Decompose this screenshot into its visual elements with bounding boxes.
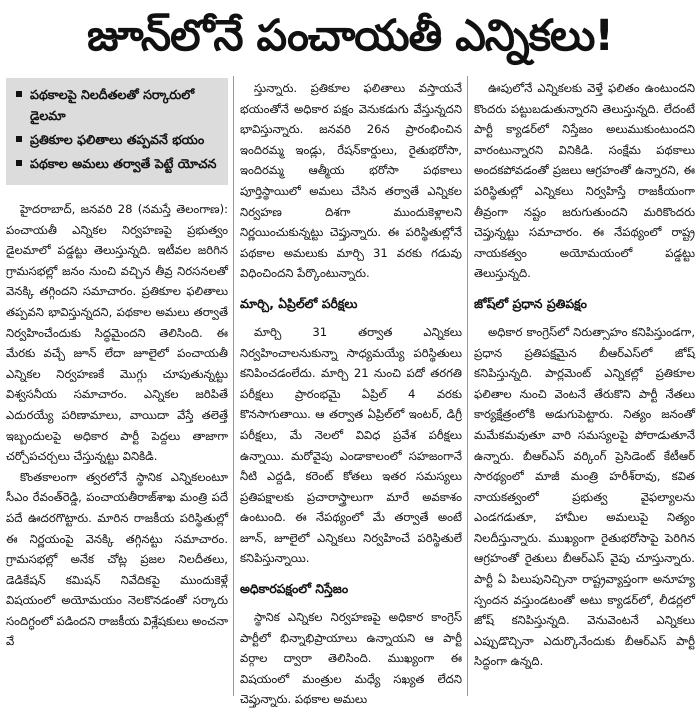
- highlight-item: [16, 153, 220, 174]
- column-divider-2: [467, 76, 468, 696]
- section-subheading: అధికారపక్షంలో నిస్తేజం: [240, 581, 349, 597]
- article-column-1: [6, 78, 228, 696]
- body-paragraph: స్థానిక ఎన్నికల నిర్వహణపై అధికార కాంగ్రెస్‌ పార్టీలో భిన్నాభిప్రాయాలు ఉన్నాయని ఆ పార్టీ వర్గాల ద్వారా తెలిసింది. ముఖ్యంగా ఈ విషయంలో మంత్రుల మధ్యే సఖ్యత లేదని చెప్తున్నారు. పథకాల అమలు: [240, 610, 462, 707]
- highlights-box: [6, 78, 228, 185]
- article-column-2: [240, 78, 462, 707]
- body-paragraph: ఊపులోనే ఎన్నికలకు వెళ్తే ఫలితం ఉంటుందని కొందరు పట్టుబడుతున్నారని తెలుస్తున్నది. లేదంటే పార్టీ క్యాడర్‌లో నిస్తేజం అలుముకుంటుందని వారంటున్నారని వినికిడి. సంక్షేమ పథకాలు అందకపోవడంతో ప్రజలు ఆగ్రహంతో ఉన్నారని, ఈ పరిస్థితుల్లో ఎన్నికలు నిర్వహిస్తే రాజకీయంగా తీవ్రంగా నష్టం జరుగుతుందని మరికొందరు చెప్తున్నట్టు సమాచారం. ఈ నేపథ్యంలో రాష్ట్ర నాయకత్వం అయోమయంలో పడ్డట్టు తెలుస్తున్నది.: [474, 81, 695, 281]
- highlight-text: ప్రతికూల ఫలితాలు తప్పవనే భయం: [30, 132, 205, 147]
- body-paragraph: కొంతకాలంగా త్వరలోనే స్థానిక ఎన్నికలంటూ సీఎం రేవంత్‌రెడ్డి, పంచాయతీరాజ్‌శాఖ మంత్రి పదే పదే ఊదరగొట్టారు. మారిన రాజకీయ పరిస్థితుల్లో ఈ నిర్ణయంపై వెనక్కి తగ్గినట్టు సమాచారం. గ్రామసభల్లో అనేక చోట్ల ప్రజల నిలదీతలు, డెడికేషన్‌ కమిషన్‌ నివేదికపై ముందుకెళ్లే విషయంలో అయోమయం నెలకొనడంతో సర్కారు సందిగ్ధంలో పడిందని రాజకీయ విశ్లేషకులు అంచనా వే: [6, 469, 228, 649]
- body-paragraph: అధికార కాంగ్రెస్‌లో నిరుత్సాహం కనిపిస్తుండగా, ప్రధాన ప్రతిపక్షమైన బీఆర్‌ఎస్‌లో జోష్‌ కనిపిస్తున్నది. పార్లమెంట్‌ ఎన్నికల్లో ప్రతికూల ఫలితాల నుంచి వెంటనే తేరుకొని పార్టీ నేతలు కార్యక్షేత్రంలోకి అడుగుపెట్టారు. నిత్యం జనంతో మమేకమవుతూ వారి సమస్యలపై పోరాడుతూనే ఉన్నారు. బీఆర్‌ఎస్‌ వర్కింగ్‌ ప్రెసిడెంట్‌ కేటీఆర్‌ సారథ్యంలో మాజీ మంత్రి హరీశ్‌రావు, కవిత నాయకత్వంలో ప్రభుత్వ వైఫల్యాలను ఎండగడుతూ, హామీల అమలుపై నిత్యం నిలదీస్తున్నారు. ముఖ్యంగా రైతుభరోసాపై పెరిగిన ఆగ్రహంతో రైతులు బీఆర్‌ఎస్‌ వైపు చూస్తున్నారు. పార్టీ ఏ పిలుపునిచ్చినా రాష్ట్రవ్యాప్తంగా అనూహ్య స్పందన వస్తుండటంతో అటు క్యాడర్‌లో, లీడర్లలో జోష్‌ కనిపిస్తున్నది. వెనువెంటనే ఎన్నికలు ఎప్పుడొచ్చినా ఎదుర్కొనేందుకు బీఆర్‌ఎస్‌ పార్టీ సిద్ధంగా ఉన్నది.: [474, 324, 695, 669]
- body-paragraph: స్తున్నారు. ప్రతికూల ఫలితాలు వస్తాయనే భయంతోనే అధికార పక్షం వెనుకడుగు వేస్తున్నదని భావిస్తున్నారు. జనవరి 26న ప్రారంభించిన ఇందిరమ్మ ఇండ్లు, రేషన్‌కార్డులు, రైతుభరోసా, ఇందిరమ్మ ఆత్మీయ భరోసా పథకాలు పూర్తిస్థాయిలో అమలు చేసిన తర్వాతే ఎన్నికల నిర్వహణ దిశగా ముందుకెళ్లాలని నిర్ణయించుకున్నట్టు చెప్తున్నారు. ఈ పరిస్థితుల్లోనే పథకాల అమలుకు మార్చి 31 వరకు గడువు విధించిందని పేర్కొంటున్నారు.: [240, 81, 462, 281]
- body-paragraph: మార్చి 31 తర్వాత ఎన్నికలు నిర్వహించాలనుకున్నా సాధ్యమయ్యే పరిస్థితులు కనిపించడంలేదు. మార్చి 21 నుంచి పదో తరగతి పరీక్షలు ప్రారంభమై ఏప్రిల్‌ 4 వరకు కొనసాగుతాయి. ఆ తర్వాత ఏప్రిల్‌లో ఇంటర్‌, డిగ్రీ పరీక్షలు, మే నెలలో వివిధ ప్రవేశ పరీక్షలు ఉన్నాయి. మరోవైపు ఎండాకాలంలో సహజంగానే నీటి ఎద్దడి, కరెంట్‌ కోతలు ఇతర సమస్యలు ప్రతిపక్షాలకు ప్రచారాస్త్రాలుగా మారే అవకాశం ఉంటుంది. ఈ నేపథ్యంలో మే తర్వాతే అంటే జూన్‌, జూలైలో ఎన్నికలు నిర్వహించే పరిస్థితులే కనిపిస్తున్నాయి.: [240, 324, 462, 566]
- article-column-3: [474, 78, 695, 696]
- highlight-item: [16, 129, 220, 150]
- square-bullet-icon: [16, 160, 22, 166]
- square-bullet-icon: [16, 136, 22, 142]
- highlight-item: [16, 84, 220, 126]
- highlight-text: పథకాలపై నిలదీతలతో సర్కారులో డైలమా: [30, 87, 195, 123]
- column-divider-1: [233, 76, 234, 696]
- headline: జూన్‌లోనే పంచాయతీ ఎన్నికలు!: [86, 10, 614, 61]
- square-bullet-icon: [16, 91, 22, 97]
- section-subheading: మార్చి, ఏప్రిల్‌లో పరీక్షలు: [240, 295, 358, 311]
- body-paragraph: హైదరాబాద్‌, జనవరి 28 (నమస్తే తెలంగాణ): పంచాయతీ ఎన్నికల నిర్వహణపై ప్రభుత్వం డైలమాలో పడ్డట్టు తెలుస్తున్నది. ఇటీవల జరిగిన గ్రామసభల్లో జనం నుంచి వచ్చిన తీవ్ర నిరసనలతో వెనక్కి తగ్గిందని సమాచారం. ప్రతికూల ఫలితాలు తప్పవని భావిస్తున్నదని, పథకాల అమలు తర్వాతే నిర్వహించేందుకు సిద్ధమైందని తెలిసింది. ఈ మేరకు వచ్చే జూన్‌ లేదా జూలైలో పంచాయతీ ఎన్నికల నిర్వహణకే మొగ్గు చూపుతున్నట్టు విశ్వసనీయ సమాచారం. ఎన్నికల జరిపితే ఎదురయ్యే పరిణామాలు, వాయిదా వేస్తే తలెత్తే ఇబ్బందులపై అధికార పార్టీ పెద్దలు తాజాగా చర్చోపచర్చలు చేస్తున్నట్టు వినికిడి.: [6, 202, 228, 464]
- highlight-text: పథకాల అమలు తర్వాతే పెట్టే యోచన: [30, 156, 217, 171]
- section-subheading: జోష్‌లో ప్రధాన ప్రతిపక్షం: [474, 295, 587, 311]
